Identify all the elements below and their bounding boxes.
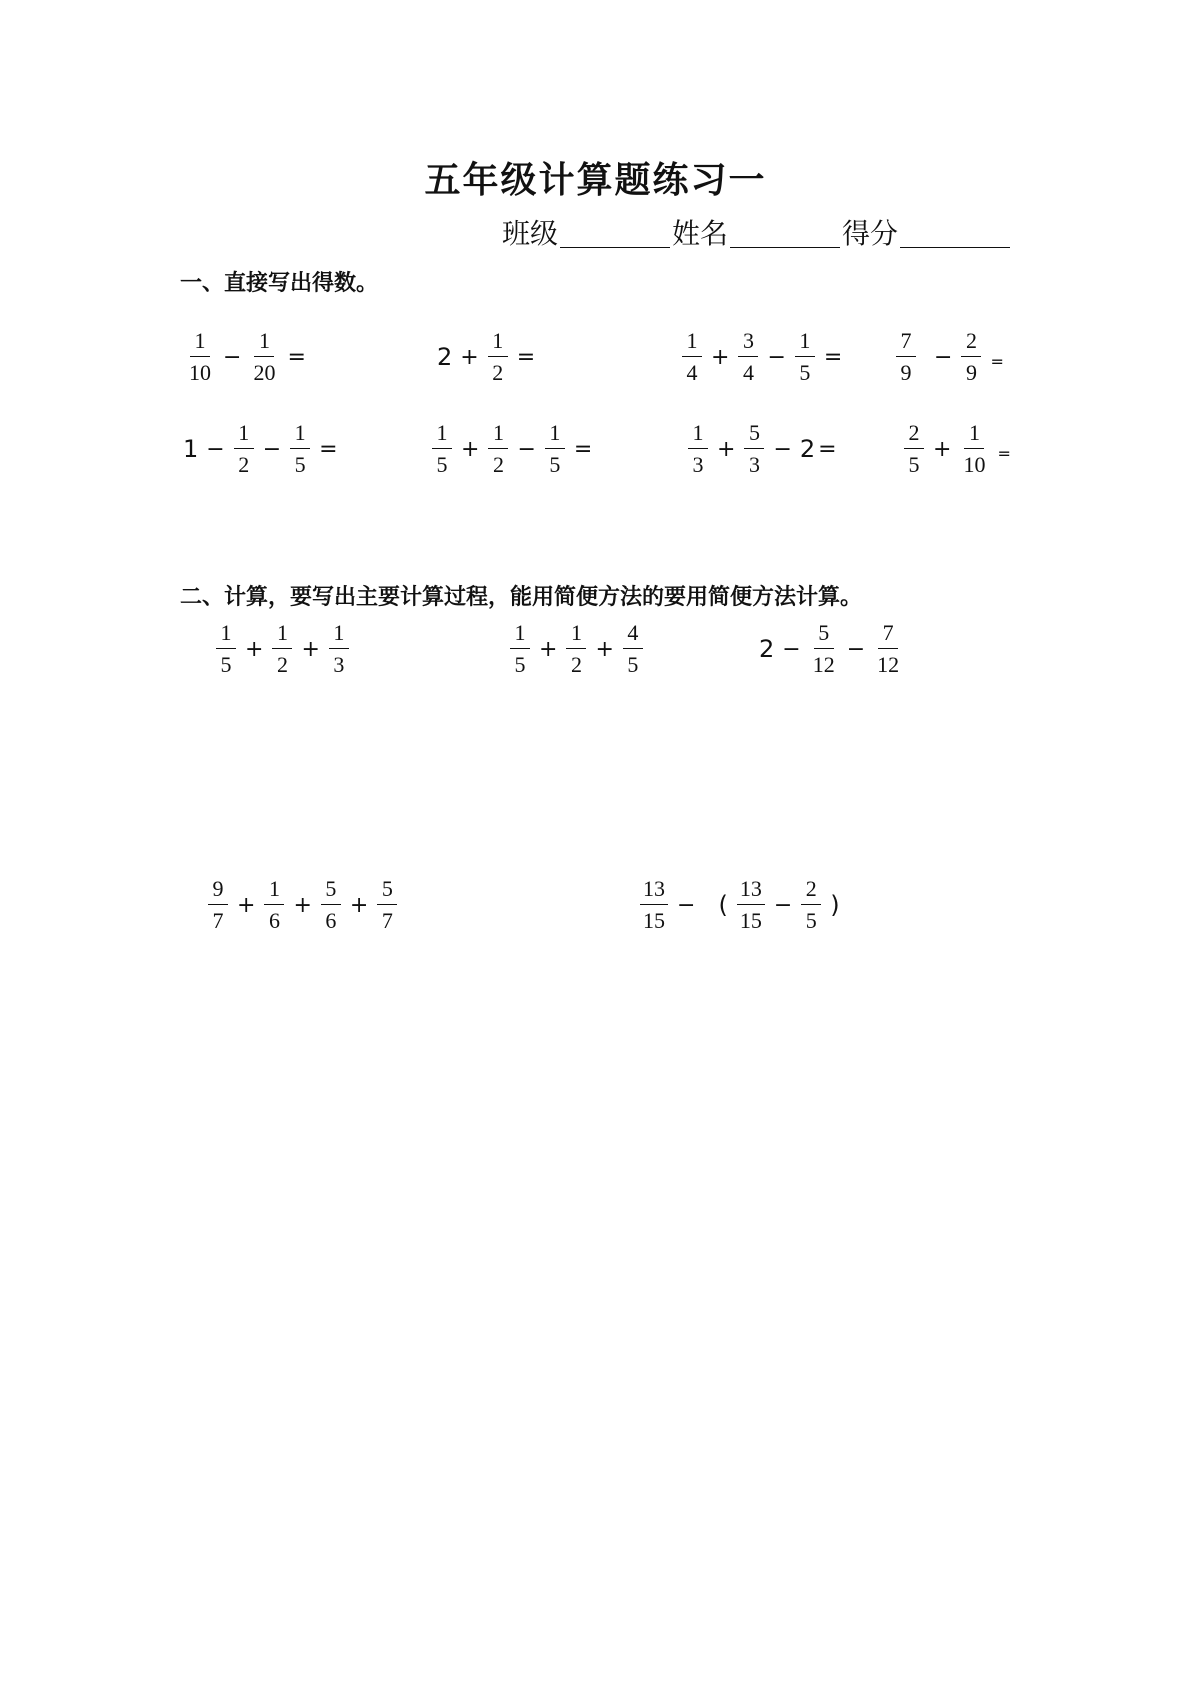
math-term: 1 bbox=[290, 422, 310, 449]
fraction bbox=[874, 622, 902, 676]
math-term: 1 bbox=[183, 435, 199, 463]
problem-2 bbox=[434, 330, 540, 384]
math-term: − bbox=[773, 436, 792, 462]
problem-4 bbox=[892, 330, 1009, 384]
math-term: 2 bbox=[904, 422, 924, 449]
name-label: 姓名 bbox=[672, 217, 729, 250]
math-term: = bbox=[287, 344, 306, 370]
fraction bbox=[432, 422, 452, 476]
math-term: 1 bbox=[432, 422, 452, 449]
fraction bbox=[545, 422, 565, 476]
fraction bbox=[272, 622, 292, 676]
problem-11 bbox=[756, 622, 906, 676]
math-term: = bbox=[997, 443, 1011, 463]
math-term: 5 bbox=[744, 422, 764, 449]
math-term: 2 bbox=[492, 452, 504, 477]
math-term: 2 bbox=[437, 343, 453, 371]
math-term: 2 bbox=[799, 435, 816, 463]
math-term: 7 bbox=[381, 908, 393, 933]
math-term: 9 bbox=[900, 360, 912, 385]
fraction bbox=[329, 622, 349, 676]
math-term: = bbox=[573, 436, 593, 462]
math-term: 7 bbox=[896, 330, 916, 357]
math-term: + bbox=[595, 636, 614, 662]
math-term: 1 bbox=[566, 622, 586, 649]
math-term: 4 bbox=[742, 360, 754, 385]
math-term: 10 bbox=[963, 452, 986, 477]
math-term: − bbox=[846, 636, 866, 662]
fraction bbox=[904, 422, 924, 476]
problem-10 bbox=[506, 622, 647, 676]
math-term: 7 bbox=[212, 908, 224, 933]
math-term: + bbox=[237, 892, 256, 918]
math-term: 5 bbox=[321, 878, 341, 905]
class-blank[interactable] bbox=[560, 219, 670, 248]
math-term: 1 bbox=[688, 422, 708, 449]
math-term: 5 bbox=[799, 360, 811, 385]
fraction bbox=[738, 330, 758, 384]
fraction bbox=[216, 622, 236, 676]
math-term: = bbox=[319, 436, 338, 462]
problem-8 bbox=[900, 422, 1016, 476]
fraction bbox=[640, 878, 668, 932]
fraction bbox=[186, 330, 214, 384]
fraction bbox=[682, 330, 702, 384]
score-blank[interactable] bbox=[900, 219, 1010, 248]
math-term: + bbox=[711, 344, 730, 370]
fraction bbox=[234, 422, 254, 476]
math-term: 2 bbox=[276, 652, 288, 677]
problem-13 bbox=[636, 878, 845, 932]
math-term: − bbox=[262, 436, 282, 462]
math-term: + bbox=[933, 436, 952, 462]
math-term: + bbox=[301, 636, 320, 662]
math-term: + bbox=[293, 892, 312, 918]
section2-heading: 二、计算，要写出主要计算过程，能用简便方法的要用简便方法计算。 bbox=[180, 585, 863, 610]
math-term: 1 bbox=[795, 330, 815, 357]
math-term: 4 bbox=[623, 622, 643, 649]
math-term: 3 bbox=[748, 452, 760, 477]
math-term: 3 bbox=[333, 652, 345, 677]
math-term: 1 bbox=[190, 330, 210, 357]
math-term: − bbox=[782, 636, 801, 662]
fraction bbox=[377, 878, 397, 932]
math-term: 5 bbox=[627, 652, 639, 677]
math-term: − bbox=[517, 436, 536, 462]
math-term: + bbox=[461, 436, 480, 462]
math-term: 1 bbox=[264, 878, 284, 905]
math-term: 1 bbox=[488, 330, 508, 357]
fraction bbox=[566, 622, 586, 676]
math-term: 6 bbox=[268, 908, 280, 933]
fraction bbox=[810, 622, 838, 676]
math-term: 3 bbox=[738, 330, 758, 357]
math-term: 2 bbox=[759, 635, 775, 663]
math-term: ) bbox=[830, 891, 840, 919]
fraction bbox=[737, 878, 765, 932]
section1-heading: 一、直接写出得数。 bbox=[180, 271, 379, 296]
math-term: 5 bbox=[908, 452, 920, 477]
fraction bbox=[510, 622, 530, 676]
page-title: 五年级计算题练习一 bbox=[424, 160, 767, 201]
math-term: 5 bbox=[514, 652, 526, 677]
math-term: 1 bbox=[254, 330, 274, 357]
fraction bbox=[688, 422, 708, 476]
fraction bbox=[488, 422, 508, 476]
math-term: 1 bbox=[216, 622, 236, 649]
fraction bbox=[795, 330, 815, 384]
math-term: 1 bbox=[488, 422, 508, 449]
math-term: + bbox=[460, 344, 479, 370]
math-term: 10 bbox=[189, 360, 211, 385]
math-term: 4 bbox=[686, 360, 698, 385]
math-term: 13 bbox=[640, 878, 668, 905]
math-term: 1 bbox=[545, 422, 565, 449]
problem-6 bbox=[428, 422, 597, 476]
math-term: ( bbox=[718, 891, 728, 919]
math-term: 1 bbox=[964, 422, 984, 449]
math-term: 5 bbox=[377, 878, 397, 905]
fraction bbox=[960, 422, 988, 476]
math-term: − bbox=[773, 892, 793, 918]
math-term: + bbox=[245, 636, 264, 662]
math-term: 2 bbox=[961, 330, 981, 357]
problem-7 bbox=[684, 422, 842, 476]
problem-1 bbox=[182, 330, 311, 384]
math-term: 1 bbox=[329, 622, 349, 649]
math-term: 5 bbox=[220, 652, 232, 677]
problem-3 bbox=[678, 330, 847, 384]
math-term: 2 bbox=[801, 878, 821, 905]
math-term: 6 bbox=[325, 908, 337, 933]
fraction bbox=[290, 422, 310, 476]
math-term: 15 bbox=[643, 908, 665, 933]
fraction bbox=[208, 878, 228, 932]
math-term: = bbox=[516, 344, 536, 370]
math-term: 9 bbox=[208, 878, 228, 905]
math-term: + bbox=[539, 636, 558, 662]
math-term: = bbox=[990, 351, 1004, 371]
student-info-line bbox=[502, 212, 1012, 252]
math-term: + bbox=[717, 436, 736, 462]
fraction bbox=[896, 330, 916, 384]
fraction bbox=[801, 878, 821, 932]
score-label: 得分 bbox=[842, 217, 899, 250]
math-term: 7 bbox=[878, 622, 898, 649]
problem-5 bbox=[180, 422, 343, 476]
math-term: − bbox=[677, 892, 696, 918]
math-term: 1 bbox=[510, 622, 530, 649]
math-term: − bbox=[223, 344, 242, 370]
name-blank[interactable] bbox=[730, 219, 840, 248]
fraction bbox=[623, 622, 643, 676]
math-term: 9 bbox=[965, 360, 977, 385]
math-term: 12 bbox=[877, 652, 900, 677]
math-term: 5 bbox=[814, 622, 834, 649]
math-term: 1 bbox=[272, 622, 292, 649]
fraction bbox=[264, 878, 284, 932]
math-term: 5 bbox=[805, 908, 817, 933]
math-term: = bbox=[818, 436, 837, 462]
math-term: = bbox=[823, 344, 843, 370]
math-term: 12 bbox=[812, 652, 835, 677]
math-term: − bbox=[934, 344, 953, 370]
math-term: − bbox=[767, 344, 786, 370]
fraction bbox=[321, 878, 341, 932]
fraction bbox=[961, 330, 981, 384]
fraction bbox=[744, 422, 764, 476]
math-term: 1 bbox=[234, 422, 254, 449]
math-term: 1 bbox=[682, 330, 702, 357]
math-term: 20 bbox=[253, 360, 276, 385]
problem-12 bbox=[204, 878, 401, 932]
math-term: 5 bbox=[294, 452, 306, 477]
fraction bbox=[488, 330, 508, 384]
problem-9 bbox=[212, 622, 353, 676]
math-term: 13 bbox=[737, 878, 765, 905]
fraction bbox=[250, 330, 278, 384]
math-term: 5 bbox=[436, 452, 448, 477]
math-term: + bbox=[349, 892, 369, 918]
math-term: 2 bbox=[238, 452, 250, 477]
math-term: − bbox=[206, 436, 225, 462]
math-term: 3 bbox=[692, 452, 704, 477]
class-label: 班级 bbox=[502, 217, 559, 250]
math-term: 2 bbox=[570, 652, 582, 677]
math-term: 2 bbox=[492, 360, 504, 385]
math-term: 5 bbox=[549, 452, 561, 477]
math-term: 15 bbox=[739, 908, 762, 933]
